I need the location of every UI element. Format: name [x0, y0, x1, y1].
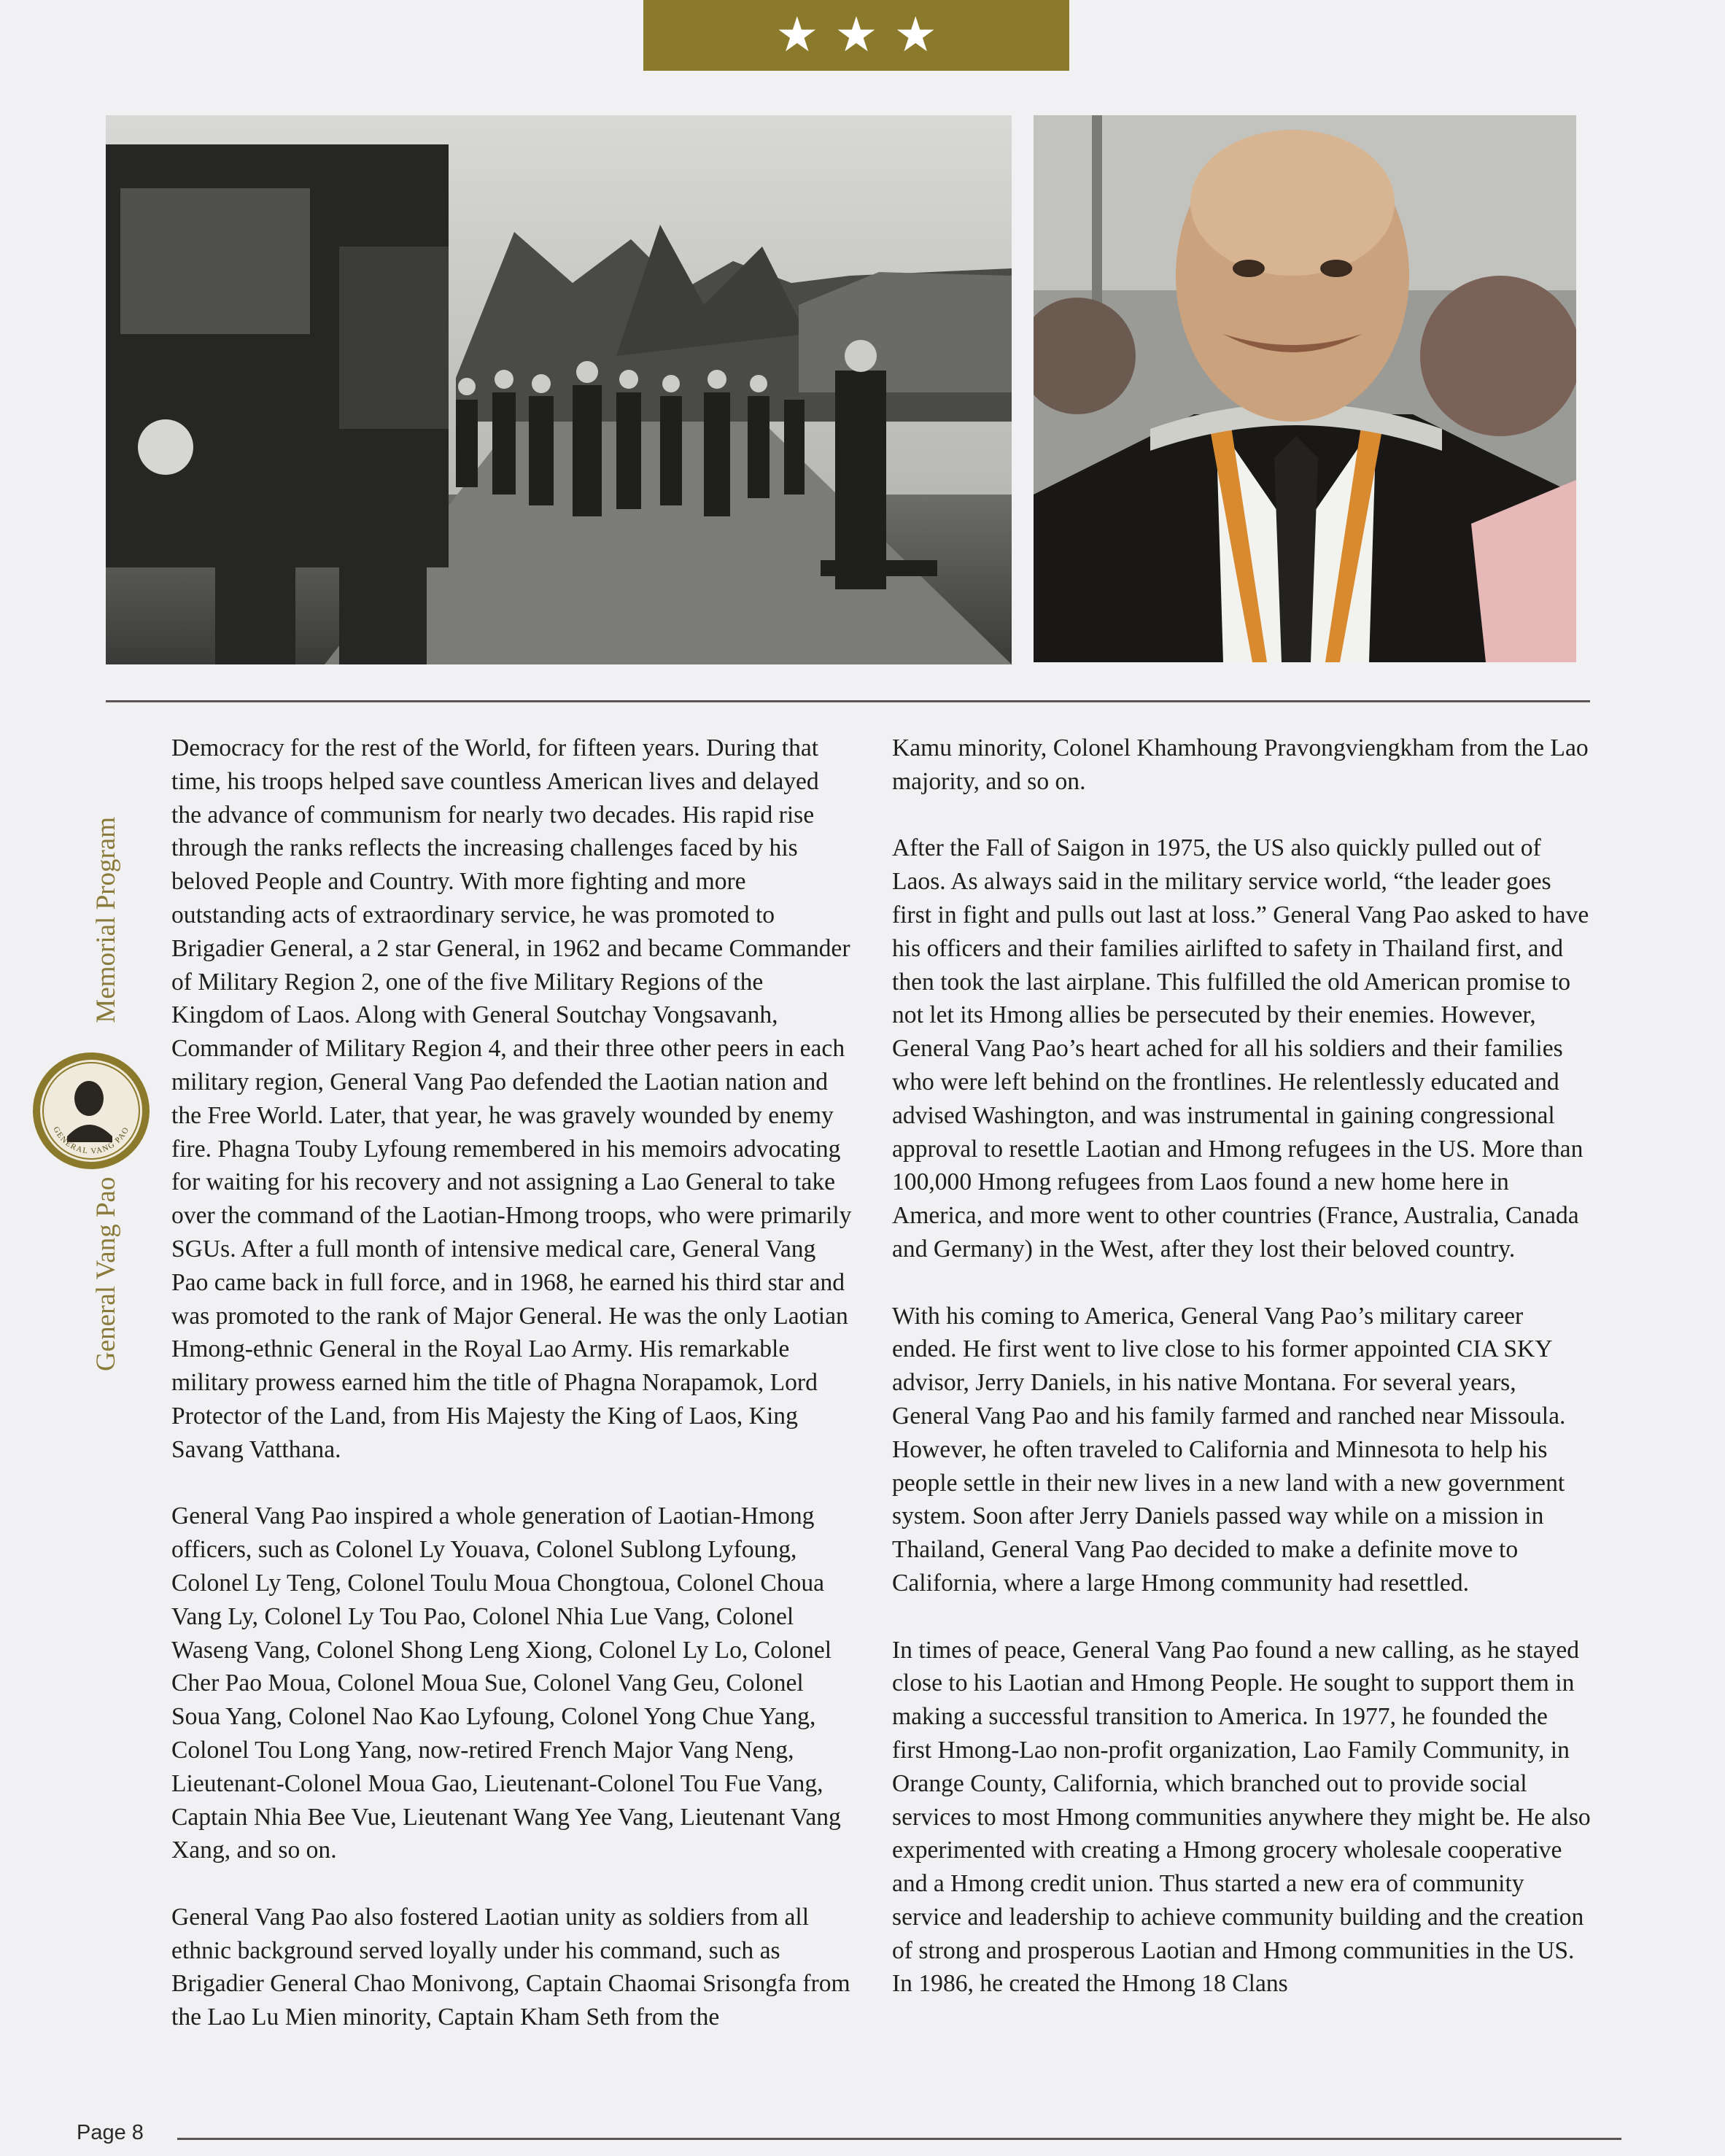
general-portrait-photo: [1034, 115, 1576, 662]
article-left-column: [171, 732, 854, 2068]
page-number: Page 8: [77, 2121, 144, 2144]
top-divider: [106, 700, 1590, 702]
article-paragraph: After the Fall of Saigon in 1975, the US also quickly pulled out of Laos. As always said in the military service world, “the leader goes first in fight and pulls out last at loss.” General Vang Pao asked to have his officers and their families airlifted to safety in Thailand first, and then took the last airplane. This fulfilled the old American promise to not let its Hmong allies be persecuted by their enemies. However, General Vang Pao’s heart ached for all his soldiers and their families who were left behind on the frontlines. He relentlessly educated and advised Washington, and was instrumental in gaining congressional approval to resettle Laotian and Hmong refugees in the US. More than 100,000 Hmong refugees from Laos found a new home here in America, and more went to other countries (France, Australia, Canada and Germany) in the West, after they lost their beloved country.: [892, 834, 1589, 1263]
article-paragraph: Kamu minority, Colonel Khamhoung Pravongviengkham from the Lao majority, and so on.: [892, 734, 1589, 795]
bottom-divider: [177, 2138, 1621, 2140]
seal-text: GENERAL VANG PAO: [51, 1125, 131, 1156]
star-icon: ★: [775, 8, 819, 62]
article-paragraph: In times of peace, General Vang Pao found a new calling, as he stayed close to his Laotian and Hmong People. He sought to support them in making a successful transition to America. In 1977, he founded the first Hmong-Lao non-profit organization, Lao Family Community, in Orange County, California, which branched out to provide social services to most Hmong communities anywhere they might be. He also experimented with creating a Hmong grocery wholesale cooperative and a Hmong credit union. Thus started a new era of community service and leadership to achieve community building and the creation of strong and prosperous Laotian and Hmong communities in the US. In 1986, he created the Hmong 18 Clans: [892, 1636, 1591, 1998]
article-paragraph: Democracy for the rest of the World, for fifteen years. During that time, his troops helped save countless American lives and delayed the advance of communism for nearly two decades. His rapid rise through the ranks reflects the increasing challenges faced by his beloved People and Country. With more fighting and more outstanding acts of extraordinary service, he was promoted to Brigadier General, a 2 star General, in 1962 and became Commander of Military Region 2, one of the five Military Regions of the Kingdom of Laos. Along with General Soutchay Vongsavanh, Commander of Military Region 4, and their three other peers in each military region, General Vang Pao defended the Laotian nation and the Free World. Later, that year, he was gravely wounded by enemy fire. Phagna Touby Lyfoung remembered in his memoirs advocating for waiting for his recovery and not assigning a Lao General to take over the command of the Laotian-Hmong troops, who were primarily SGUs. After a full month of intensive medical care, General Vang Pao came back in full force, and in 1968, he earned his third star and was promoted to the rank of Major General. He was the only Laotian Hmong-ethnic General in the Royal Lao Army. His remarkable military prowess earned him the title of Phagna Norapamok, Lord Protector of the Land, from His Majesty the King of Laos, King Savang Vatthana.: [171, 734, 852, 1463]
article-paragraph: General Vang Pao also fostered Laotian unity as soldiers from all ethnic background served loyally under his command, such as Brigadier General Chao Monivong, Captain Chaomai Srisongfa from the Lao Lu Mien minority, Captain Kham Seth from the: [171, 1903, 850, 2031]
header-banner: [643, 0, 1069, 71]
article-paragraph: General Vang Pao inspired a whole generation of Laotian-Hmong officers, such as Colonel Ly Youava, Colonel Sublong Lyfoung, Colonel Ly Teng, Colonel Toulu Moua Chongtoua, Colonel Choua Vang Ly, Colonel Ly Tou Pao, Colonel Nhia Lue Vang, Colonel Waseng Vang, Colonel Shong Leng Xiong, Colonel Ly Lo, Colonel Cher Pao Moua, Colonel Moua Sue, Colonel Vang Geu, Colonel Soua Yang, Colonel Nao Kao Lyfoung, Colonel Yong Chue Yang, Colonel Tou Long Yang, now-retired French Major Vang Neng, Lieutenant-Colonel Moua Gao, Lieutenant-Colonel Tou Fue Vang, Captain Nhia Bee Vue, Lieutenant Wang Yee Vang, Lieutenant Vang Xang, and so on.: [171, 1502, 841, 1864]
sidebar-program-name: General Vang Pao: [90, 1176, 121, 1371]
article-paragraph: With his coming to America, General Vang Pao’s military career ended. He first went to live close to his former appointed CIA SKY advisor, Jerry Daniels, in his native Montana. For several years, General Vang Pao and his family farmed and ranched near Missoula. However, he often traveled to California and Minnesota to help his people settle in their new lives in a new land with a new government system. Soon after Jerry Daniels passed way while on a mission in Thailand, General Vang Pao decided to make a definite move to California, where a large Hmong community had resettled.: [892, 1302, 1566, 1597]
article-right-column: [892, 732, 1592, 2034]
star-icon: ★: [893, 8, 937, 62]
memorial-seal: [31, 1050, 152, 1171]
sidebar-program-type: Memorial Program: [90, 817, 121, 1023]
military-convoy-photo: [106, 115, 1012, 664]
star-icon: ★: [834, 8, 878, 62]
